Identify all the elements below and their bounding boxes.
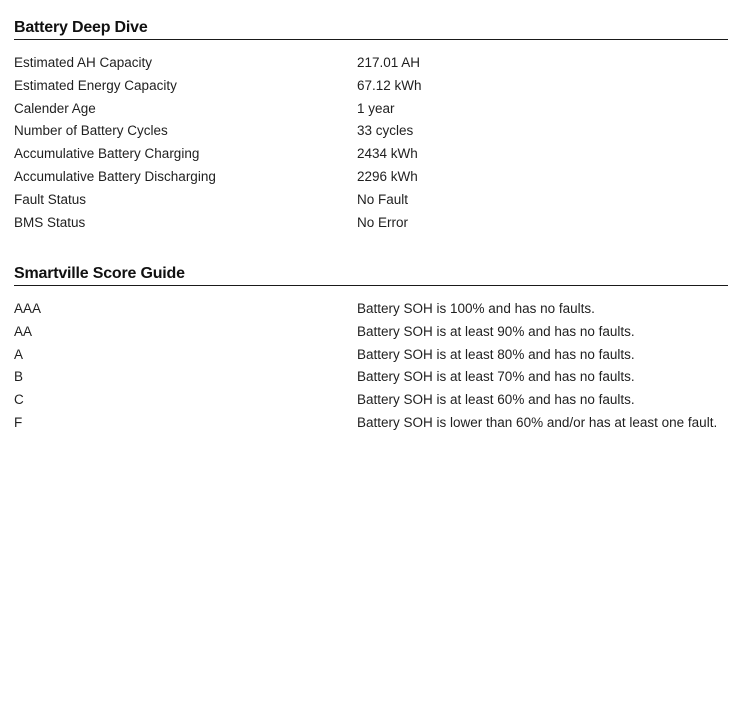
row-value: 217.01 AH bbox=[357, 55, 421, 70]
row-value: No Fault bbox=[357, 191, 409, 207]
battery-row-calender-age bbox=[14, 98, 728, 121]
row-label: Estimated AH Capacity bbox=[14, 55, 153, 70]
battery-row-energy-capacity bbox=[14, 75, 728, 98]
row-value: 1 year bbox=[357, 100, 395, 116]
row-label: Estimated Energy Capacity bbox=[14, 77, 177, 93]
row-value: 33 cycles bbox=[357, 123, 414, 139]
row-label: Calender Age bbox=[14, 100, 96, 116]
score-description: Battery SOH is lower than 60% and/or has at least one fault. bbox=[357, 414, 718, 430]
battery-row-discharging bbox=[14, 166, 728, 189]
row-label: BMS Status bbox=[14, 214, 86, 230]
score-description: Battery SOH is 100% and has no faults. bbox=[357, 301, 595, 316]
row-value: 2434 kWh bbox=[357, 146, 418, 162]
row-label: Fault Status bbox=[14, 191, 87, 207]
score-grade: A bbox=[14, 346, 24, 362]
score-row-aa bbox=[14, 321, 728, 344]
score-row-c bbox=[14, 389, 728, 412]
battery-row-ah-capacity bbox=[14, 52, 728, 75]
score-grade: C bbox=[14, 392, 24, 408]
battery-row-bms-status bbox=[14, 212, 728, 235]
row-label: Number of Battery Cycles bbox=[14, 123, 168, 139]
score-grade: AAA bbox=[14, 301, 42, 316]
row-value: No Error bbox=[357, 214, 409, 230]
score-grade: F bbox=[14, 414, 23, 430]
score-guide-list bbox=[14, 298, 728, 435]
score-grade: AA bbox=[14, 323, 33, 339]
score-description: Battery SOH is at least 70% and has no faults. bbox=[357, 369, 635, 385]
battery-row-cycles bbox=[14, 120, 728, 143]
score-guide-section bbox=[14, 263, 728, 435]
score-description: Battery SOH is at least 60% and has no faults. bbox=[357, 392, 635, 408]
section-divider bbox=[14, 285, 728, 286]
row-label: Accumulative Battery Charging bbox=[14, 146, 200, 162]
battery-row-charging bbox=[14, 143, 728, 166]
section-divider bbox=[14, 39, 728, 40]
row-value: 67.12 kWh bbox=[357, 77, 422, 93]
score-guide-title: Smartville Score Guide bbox=[14, 265, 185, 282]
score-row-a bbox=[14, 344, 728, 367]
score-row-f bbox=[14, 412, 728, 435]
score-description: Battery SOH is at least 90% and has no faults. bbox=[357, 323, 635, 339]
battery-details-list bbox=[14, 52, 728, 234]
row-label: Accumulative Battery Discharging bbox=[14, 168, 216, 184]
battery-deep-dive-title: Battery Deep Dive bbox=[14, 19, 148, 36]
score-description: Battery SOH is at least 80% and has no faults. bbox=[357, 346, 635, 362]
battery-row-fault-status bbox=[14, 189, 728, 212]
score-row-aaa bbox=[14, 298, 728, 321]
battery-deep-dive-section bbox=[14, 17, 728, 234]
row-value: 2296 kWh bbox=[357, 168, 418, 184]
score-grade: B bbox=[14, 369, 24, 385]
score-row-b bbox=[14, 366, 728, 389]
